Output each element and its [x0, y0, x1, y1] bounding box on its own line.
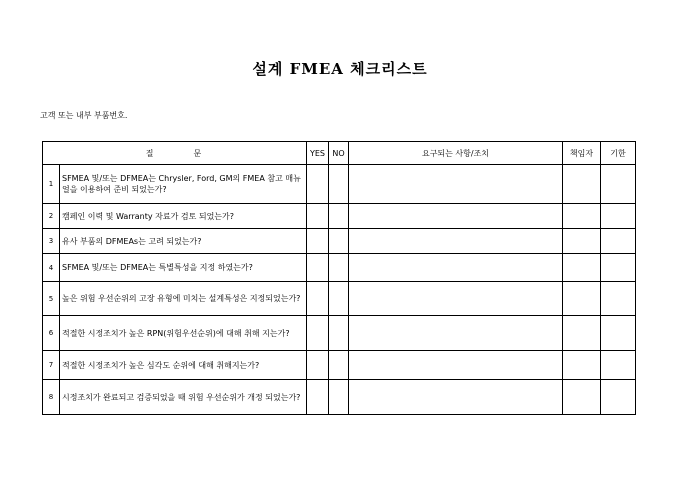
header-responsible: 책임자 — [563, 142, 601, 165]
row-number: 1 — [43, 165, 60, 204]
row-responsible-cell[interactable] — [563, 282, 601, 316]
row-question: SFMEA 및/또는 DFMEA는 특별특성을 지정 하였는가? — [60, 254, 307, 282]
row-no-cell[interactable] — [329, 316, 349, 351]
table-row — [43, 229, 636, 254]
row-yes-cell[interactable] — [307, 229, 329, 254]
header-yes: YES — [307, 142, 329, 165]
row-yes-cell[interactable] — [307, 351, 329, 380]
row-yes-cell[interactable] — [307, 254, 329, 282]
table-row — [43, 282, 636, 316]
row-number: 2 — [43, 204, 60, 229]
row-question: 캠페인 이력 및 Warranty 자료가 검토 되었는가? — [60, 204, 307, 229]
row-number: 3 — [43, 229, 60, 254]
row-due-cell[interactable] — [601, 380, 636, 415]
row-question: 적절한 시정조치가 높은 RPN(위험우선순위)에 대해 취해 지는가? — [60, 316, 307, 351]
row-no-cell[interactable] — [329, 204, 349, 229]
row-required-action-cell[interactable] — [349, 254, 563, 282]
row-responsible-cell[interactable] — [563, 316, 601, 351]
row-number: 5 — [43, 282, 60, 316]
row-yes-cell[interactable] — [307, 316, 329, 351]
row-due-cell[interactable] — [601, 282, 636, 316]
table-row — [43, 254, 636, 282]
row-due-cell[interactable] — [601, 204, 636, 229]
row-responsible-cell[interactable] — [563, 229, 601, 254]
row-yes-cell[interactable] — [307, 380, 329, 415]
table-row — [43, 351, 636, 380]
row-yes-cell[interactable] — [307, 282, 329, 316]
row-required-action-cell[interactable] — [349, 229, 563, 254]
row-required-action-cell[interactable] — [349, 282, 563, 316]
row-question: 유사 부품의 DFMEAs는 고려 되었는가? — [60, 229, 307, 254]
row-question: SFMEA 및/또는 DFMEA는 Chrysler, Ford, GM의 FMEA 참고 매뉴얼을 이용하여 준비 되었는가? — [60, 165, 307, 204]
row-yes-cell[interactable] — [307, 165, 329, 204]
row-no-cell[interactable] — [329, 351, 349, 380]
row-due-cell[interactable] — [601, 165, 636, 204]
header-question: 질문 — [43, 142, 307, 165]
row-no-cell[interactable] — [329, 229, 349, 254]
row-question: 시정조치가 완료되고 검증되었을 때 위험 우선순위가 개정 되었는가? — [60, 380, 307, 415]
row-required-action-cell[interactable] — [349, 165, 563, 204]
row-no-cell[interactable] — [329, 380, 349, 415]
table-row — [43, 316, 636, 351]
row-yes-cell[interactable] — [307, 204, 329, 229]
table-header-row — [43, 142, 636, 165]
row-due-cell[interactable] — [601, 316, 636, 351]
row-required-action-cell[interactable] — [349, 351, 563, 380]
table-row — [43, 380, 636, 415]
row-due-cell[interactable] — [601, 351, 636, 380]
row-number: 6 — [43, 316, 60, 351]
row-required-action-cell[interactable] — [349, 204, 563, 229]
row-responsible-cell[interactable] — [563, 165, 601, 204]
checklist-table — [42, 141, 636, 415]
row-number: 7 — [43, 351, 60, 380]
row-responsible-cell[interactable] — [563, 204, 601, 229]
row-responsible-cell[interactable] — [563, 351, 601, 380]
row-number: 8 — [43, 380, 60, 415]
table-row — [43, 204, 636, 229]
row-required-action-cell[interactable] — [349, 380, 563, 415]
row-question: 높은 위험 우선순위의 고장 유형에 미치는 설계특성은 지정되었는가? — [60, 282, 307, 316]
row-question: 적절한 시정조치가 높은 심각도 순위에 대해 취해지는가? — [60, 351, 307, 380]
page-title: 설계 FMEA 체크리스트 — [252, 60, 428, 78]
header-no: NO — [329, 142, 349, 165]
row-required-action-cell[interactable] — [349, 316, 563, 351]
header-required-action: 요구되는 사항/조치 — [349, 142, 563, 165]
customer-part-number-label: 고객 또는 내부 부품번호. — [40, 111, 128, 120]
row-responsible-cell[interactable] — [563, 380, 601, 415]
table-row — [43, 165, 636, 204]
row-due-cell[interactable] — [601, 254, 636, 282]
row-due-cell[interactable] — [601, 229, 636, 254]
row-number: 4 — [43, 254, 60, 282]
header-due: 기한 — [601, 142, 636, 165]
row-responsible-cell[interactable] — [563, 254, 601, 282]
row-no-cell[interactable] — [329, 282, 349, 316]
row-no-cell[interactable] — [329, 165, 349, 204]
row-no-cell[interactable] — [329, 254, 349, 282]
